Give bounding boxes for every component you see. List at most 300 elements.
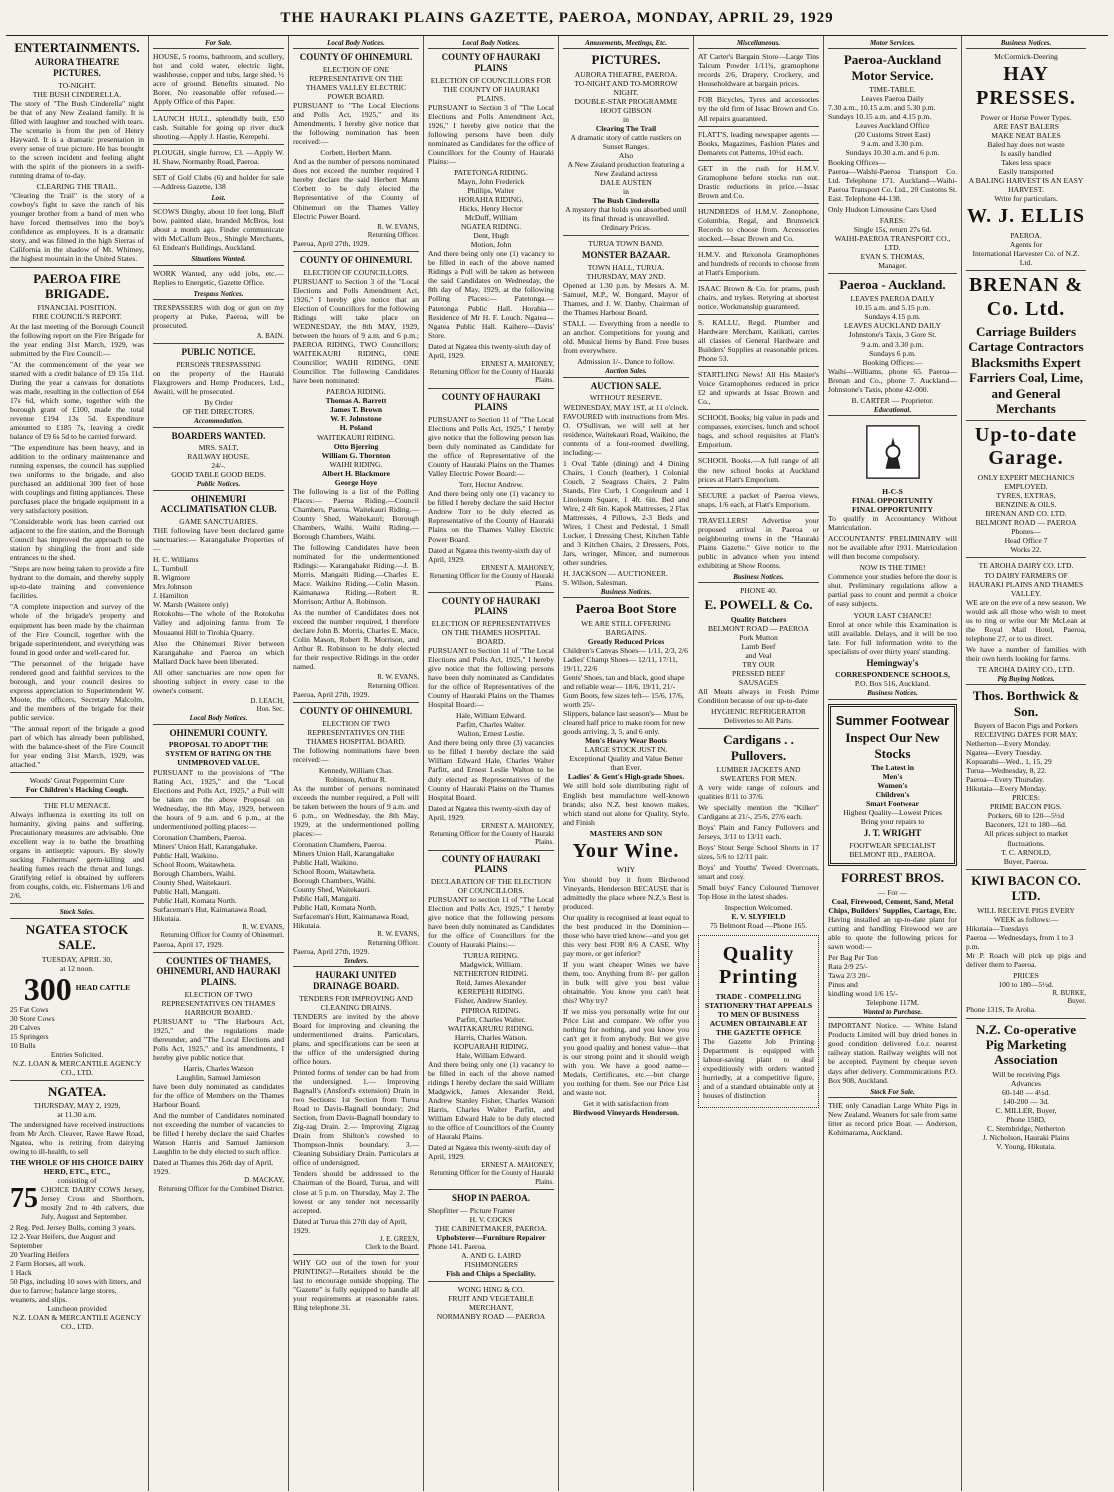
centered-text: Torr, Hector Andrew. [458, 480, 524, 490]
centered-text: ONLY EXPERT MECHANICS EMPLOYED. [977, 473, 1075, 492]
paragraph: PURSUANT to Section 11 of "The Local Elections and Polls Act, 1925," I hereby give notice that the following person has been duly nominated as Candidate for the office of Representative of the County of Hauraki Plains on the Thames Valley Electric Power Board:— [428, 415, 554, 479]
category-heading: Business Notices. [828, 688, 957, 699]
list-text: 2 Reg. Ped. Jersey Bulls, coming 3 years. 12 2-Year Heifers, due August and September 20 Yearling Heifers 2 Farm Horses, all work. 1 Hack 50 Pigs, including 10 sows with litters, and due to farrow; balance large stores, weaners, and slips. [10, 1222, 141, 1305]
divider [428, 1281, 554, 1282]
quality-printing-note: The Gazette Job Printing Department is equipped with labour-saving plant to deal expeditiously with orders wanted hurriedly, at a competitive figure, and of a standard obtainable only at houses of distinction [703, 1037, 814, 1101]
signature: ERNEST A. MAHONEY, Returning Officer for the County of Hauraki Plains. [429, 359, 554, 385]
paragraph: SCOWS Dinghy, about 10 feet long, Bluff bow, painted slate, branded McBros, lost about a month ago. Finder communicate with McCallum Bros., Shingle Merchants, 61 Endean's Buildings, Auckland. [153, 207, 284, 253]
centered-text: Power or Horse Power Types. [980, 112, 1072, 122]
list-text: Coronation Chambers, Paeroa. Miners' Union Hall, Karangahake. Public Hall, Waikino. School Room, Waitawheta. Borough Chambers, Waihi. County Shed, Waitekauri. Public Hall, Mangaiti. Public Hall, Komata North. Surfaceman's Hut, Kaimanawa Road, Hikutaia. [153, 832, 267, 924]
signature: ERNEST A. MAHONEY, Returning Officer for the County of Hauraki Plains. [429, 821, 554, 847]
text-line: Dated at Turua this 27th day of April, 1929. [293, 1216, 407, 1235]
column-3 [289, 36, 424, 1491]
signature: D. LEACH, Hon. Sec. [250, 696, 284, 714]
list-text: Per Bag Per Ton Rata 2/9 25/- Tawa 2/3 20/- Pinus and kindling wood 1/6 15/- [828, 952, 898, 998]
divider [10, 797, 144, 798]
centered-text: NOW IS THE TIME! [859, 563, 926, 573]
centered-text: Hicks, Henry Hector McDuff, William [459, 204, 523, 223]
section-heading: Paeroa - Auckland. [839, 276, 946, 292]
paragraph: Printed forms of tender can be had from the undersigned. 1.— Improving Bagnall's (Ansford's extension) Drain in two Sections: 1st Section from Turua Road to Davis-Bagnall boundary; 2nd Section, from Davis-Bagnall boundary to Zig-zag Drain. 2.— Improving Zigzag Drain from Shilton's cowshed to Thompson-Innis boundary. 3.— Cleaning Subsidiary Drain. Particulars at office of undersigned. [293, 1068, 419, 1168]
divider [698, 126, 819, 127]
divider [966, 420, 1086, 421]
centered-text: Reid, James Alexander [456, 978, 526, 988]
centered-text: Leaves Paeroa Daily [861, 94, 924, 104]
centered-text: DOUBLE-STAR PROGRAMME [574, 96, 678, 106]
centered-text: FIRE COUNCIL'S REPORT. [32, 312, 122, 322]
centered-text: WONG HING & CO. [457, 1284, 525, 1294]
section-heading: Thos. Borthwick & Son. [972, 688, 1080, 719]
centered-text: AURORA THEATRE, PAEROA. [574, 69, 678, 79]
paragraph: on the property of the Hauraki Flaxgrowers and Hemp Producers, Ltd., Awaiti, will be prosecuted. [153, 369, 284, 397]
centered-text: Otto Bjerring William G. Thornton [321, 441, 391, 460]
paragraph: TRAVELLERS! Advertise your proposed arrival in Paeroa or neighbouring towns in the "Hauraki Plains Gazette." Give notice to the public in advance when you intend exhibiting at Show Rooms. [698, 515, 819, 570]
paragraph: PURSUANT to the provisions of "The Rating Act, 1925," and the "Local Elections and Polls Act, 1925," a Poll will be taken on the above Proposal on Wednesday, the 8th May, 1929, between the hours of 9 a.m. and 6 p.m., at the undermentioned polling places:— [153, 767, 284, 831]
centered-text: A BALING HARVEST IS AN EASY HARVEST. [968, 176, 1084, 195]
signature: A. BAIN. [256, 332, 284, 341]
text-line: Dated at Ngatea this twenty-sixth day of April, 1929. [428, 1142, 551, 1161]
centered-text: ELECTION OF TWO REPRESENTATIVES ON THAMES HARBOUR BOARD. [161, 989, 276, 1017]
list-text: Hikutaia—Tuesdays Paeroa — Wednesdays, from 1 to 3 p.m. [966, 923, 1074, 951]
paragraph: ISAAC Brown & Co. for prams, push chairs, and trykes. Retyring at shortest notice. Workmanship guaranteed. [698, 283, 819, 312]
text-line: Paeroa, April 27th, 1929. [293, 239, 370, 249]
summer-footwear-lines: The Latest in Men's Women's Children's Smart Footwear [866, 763, 919, 809]
centered-text: CLEARING THE TRAIL. [36, 182, 118, 192]
centered-text: THURSDAY, MAY 2, 1929, [33, 1101, 121, 1111]
section-heading: COUNTY OF HAURAKI PLAINS [441, 595, 541, 617]
centered-text: NGATEA RIDING. [460, 222, 522, 232]
centered-text: B. CARTER — Proprietor. [851, 395, 934, 405]
centered-text: By Order [204, 398, 233, 408]
summer-footwear-note: Highest Quality—Lowest Prices [843, 808, 942, 818]
centered-text: TIME-TABLE. [869, 85, 916, 95]
centered-text: WEDNESDAY, MAY 1ST, at 11 o'clock. [563, 402, 689, 412]
list-text: 25 Fat Cows 30 Store Cows 20 Calves 15 Springers 10 Bulls [10, 1004, 55, 1050]
cows-description: CHOICE DAIRY COWS Jersey, Jersey Cross and Shorthorn, mostly 2nd to 4th calvers, due July, August and September. [41, 1184, 144, 1221]
centered-text: Booking Offices:— [862, 357, 923, 367]
centered-text: Quality Butchers [730, 614, 787, 624]
centered-text: MRS. SALT, [198, 443, 239, 453]
centered-text: TO-NIGHT. [58, 80, 96, 90]
cattle-label: HEAD CATTLE [75, 983, 131, 993]
paragraph: PLOUGH, single furrow, £3. —Apply W. H. Shaw, Normanby Road, Paeroa. [153, 147, 284, 166]
signature: R. W. EVANS, Returning Officer. [367, 673, 419, 690]
centered-text: The Bush Cinderella [592, 196, 660, 206]
paragraph: THE following have been declared game sanctuaries:— Karangahake Properties of— [153, 526, 284, 554]
paragraph: Only Hudson Limousine Cars Used [828, 204, 937, 214]
centered-text: FARES: Single 15s, return 27s 6d. [853, 215, 932, 234]
paragraph: PURSUANT to Section 3 of the "Local Elections and Polls Amendment Act, 1926," I hereby give notice that an Election of Councillors for the following Ridings will take place on WEDNESDAY, the 8th MAY, 1929, between the hours of 9 a.m. and 6 p.m.; PAEROA RIDING, TWO Councillors; WAITEKAURI RIDING, ONE Councillor; WAIHI RIDING, ONE Councillor. The following Candidates have been nominated: [293, 276, 419, 386]
divider [153, 343, 284, 344]
paragraph: TRESPASSERS with dog or gun on my property at Puke, Paeroa, will be prosecuted. [153, 302, 284, 330]
centered-text: Baled hay does not waste Is easily handled Takes less space Easily transported [987, 140, 1065, 177]
category-heading: Situations Wanted. [153, 254, 284, 265]
text-line: Dated at Ngatea this twenty-sixth day of April, 1929. [428, 341, 551, 360]
paragraph: And there being only one (1) vacancy to be filled in each of the above named ridings I hereby declare the said William Madgwick, James Alexander Reid, Andrew Stanley Fisher, Charles Watson Harris, Charles Walter Parfitt, and William Edward Hale to be duly elected to the office of Councillors of the County of Hauraki Plains. [428, 1059, 554, 1141]
centered-text: PAEROA RIDING. [326, 387, 386, 397]
paragraph: Enrol at once while this Examination is still available. Delays, and it will be too late. For full information write to the specialists of over thirty years' standing. [828, 619, 957, 656]
signature: R. W. EVANS, Returning Officer. [367, 222, 419, 239]
summer-footwear-title: Summer Footwear [835, 712, 950, 728]
signature: R. W. EVANS, Returning Officer for County of Ohinemuri. [160, 923, 284, 940]
centered-text: WAITAKARURU RIDING. [447, 1023, 535, 1033]
paragraph: PURSUANT to "The Local Elections and Polls Act, 1925," and its Amendments, I hereby give notice that the following nomination has been received:— [293, 101, 419, 147]
paragraph: "Steps are now being taken to provide a fire hydrant to the domain, and thereby supply up-to-date training and convenience facilities. [10, 564, 144, 601]
cattle-count: 300 [23, 970, 72, 1007]
centered-text: Corbett, Herbert Mann. [320, 148, 392, 158]
centered-text: TO DAIRY FARMERS OF HAURAKI PLAINS AND THAMES VALLEY. [968, 570, 1084, 598]
centered-text: Parfitt, Charles Walter. [456, 1014, 526, 1024]
paragraph: And there being only three (3) vacancies to be filled I hereby declare the said William Edward Hale, Charles Walter Parfitt, and Ernest Leslie Walton to be duly elected as Representatives of the County of Hauraki Plains on the Thames Hospital Board. [428, 738, 554, 802]
category-heading: Wanted to Purchase. [828, 1007, 957, 1018]
paragraph: S. KALLU, Regd. Plumber and Hardware Merchant, Katikati, carries all classes of General Hardware and Builders' Supplies at reasonable prices. Phone 53. [698, 318, 819, 364]
centered-text: PRICES: PRIME BACON PIGS. [990, 793, 1062, 812]
paragraph: "Considerable work has been carried out adjacent to the fire station, and the Borough Council has improved the approach to the station by shingling the front and side entrances to the shed. [10, 517, 144, 563]
divider [966, 270, 1086, 271]
centered-text: PIPIROA RIDING. [461, 1005, 521, 1015]
divider [698, 91, 819, 92]
centered-text: Deliveries to All Parts. [723, 716, 794, 725]
centered-text: Woods' Great Peppermint Cure [29, 776, 125, 785]
divider [698, 512, 819, 513]
paragraph: SET of Golf Clubs (6) and holder for sale—Address Gazette, 138 [153, 172, 284, 191]
paragraph: And as the number of persons nominated does not exceed the number required I hereby declare the said Herbert Mann Corbett to be duly elected the Representative of the County of Ohinemuri on the Thames Valley Electric Power Board. [293, 157, 419, 221]
hcs-emblem-icon [865, 423, 921, 481]
centered-text: THE CABINETMAKER, PAEROA. [434, 1223, 548, 1233]
divider [966, 557, 1086, 558]
paragraph: The story of "The Bush Cinderella" night be that of any New Zealand family. It is filled with laughter and touched with tears. The scenario is from the pen of Henry Hayward. It is a dramatic presentation in every sense of true picture. He has brought to the screen incident and feeling alight with the spirit of the pioneers in a swift-running drama of to-day. [10, 98, 144, 181]
divider [293, 702, 419, 703]
centered-text: Get it with satisfaction from [583, 1099, 669, 1109]
divider [153, 952, 284, 953]
category-heading: Stock Sales. [10, 907, 144, 918]
centered-text: ELECTION OF COUNCILLORS FOR THE COUNTY OF HAURAKI PLAINS. [430, 75, 552, 103]
centered-text: BELMONT ROAD — PAEROA [707, 623, 810, 633]
section-heading: COUNTY OF OHINEMURI. [299, 52, 413, 63]
paragraph: SCHOOL Books; big value in pads and compasses, exercises, lunch and school bags, and school requisites at Flatt's Emporium. [698, 413, 819, 450]
centered-text: C. Stembridge, Netherton J. Nicholson, Hauraki Plains V. Young, Hikutaia. [982, 1124, 1070, 1152]
centered-text: WE ARE STILL OFFERING BARGAINS. [581, 618, 671, 637]
centered-text: LARGE STOCK JUST IN. [584, 745, 668, 755]
centered-text: GOOD TABLE GOOD BEDS. [171, 470, 266, 480]
centered-text: WITHOUT RESERVE. [589, 393, 663, 403]
centered-text: Fish and Chips a Speciality. [446, 1268, 536, 1278]
paragraph: FOR Bicycles, Tyres and accessories try the old firm of Issac Brown and Co. All repairs guaranteed. [698, 95, 819, 123]
section-heading: COUNTY OF OHINEMURI. [299, 706, 413, 717]
list-text: H. C. Williams L. Turnbull R. Wigmore Mrs Johnson J. Hamilton W. Marsh (Waitere only) [153, 555, 229, 610]
section-heading: OHINEMURI ACCLIMATISATION CLUB. [160, 493, 277, 515]
paragraph: HUNDREDS of H.M.V. Zonophone, Columbia, Regal, and Brunswick Records to choose from. Accessories stocked.—Issac Brown and Co. [698, 206, 819, 243]
paragraph: PURSUANT to section 11 of "The Local Election and Polls Act, 1925," I hereby give notice that the following persons have been duly nominated as Candidates for the office of Councillors for the County of Hauraki Plains:— [428, 895, 554, 950]
centered-text: THE WHOLE OF HIS CHOICE DAIRY HERD, ETC., ETC., [10, 1157, 144, 1176]
centered-text: THURSDAY, MAY 2ND. [586, 272, 666, 282]
paragraph: Boys' and Youths' Tweed Overcoats, smart and cosy. [698, 863, 819, 882]
centered-text: LEAVES AUCKLAND DAILY Johnstone's Taxis, 3 Gore St. 9 a.m. and 3.30 p.m. Sundays 6 p.m. [844, 321, 941, 358]
centered-text: at 11.30 a.m. [57, 1110, 97, 1120]
centered-text: McCormick-Deering [994, 52, 1058, 62]
paragraph: STALL — Everything from a needle to an anchor. Competitions for young and old. Musical Items by Band. Free buses from everywhere. [563, 319, 689, 356]
centered-text: PRESSED BEEF SAUSAGES [732, 668, 785, 687]
centered-text: Entries Solicited. [50, 1049, 104, 1059]
centered-text: Clearing The Trail [595, 123, 657, 133]
centered-text: BELMONT ROAD — PAEROA [975, 518, 1077, 528]
paragraph: WE are on the eve of a new season. We would ask all those who wish to meet us to ring or write our Mr McLean at the Royal Mail Hotel, Paeroa, telephone 27, or to us direct. [966, 597, 1086, 643]
centered-text: WAITEKAURI RIDING. [316, 432, 396, 442]
centered-text: N.Z. LOAN & MERCANTILE AGENCY CO., LTD. [12, 1058, 142, 1077]
centered-text: Dent, Hugh Motion, John [470, 231, 512, 250]
centered-text: Harris, Charles Watson. [454, 1032, 528, 1042]
quality-printing-title: Quality Printing [718, 942, 799, 989]
centered-text: E. V. SLYFIELD [731, 912, 786, 922]
centered-text: RAILWAY HOUSE. [187, 452, 250, 462]
paragraph: As the number of Candidates does not exceed the number required, I therefore declare John B. Morris, Charles E. Mace, Colin Mason, Robert R. Morrison, and Arthur R. Robinson to be duly elected for their respective Ridings in the order named. [293, 608, 419, 672]
divider [698, 246, 819, 247]
centered-text: Porkers, 60 to 120—5½d Baconers, 121 to 180—6d. [985, 811, 1067, 830]
paragraph: Always influenza is exerting its toll on humanity, giving pains and suffering. Precautionary measures are advisable. One excellent way is to bathe the breathing organs in antiseptic vapours. By slowly sucking Fishermans' germ-killing and healing fumes reach the throat and lungs. Gratifying relief is obtained by sufferers from coughs, colds, etc. Fishermans 1/6 and 2/6. [10, 810, 144, 901]
section-heading: NGATEA. [48, 1083, 106, 1099]
paragraph: "The annual report of the brigade a good part of which has already been published, with the balance-sheet of the Fire Council for year ending 31st March, 1929, was attached." [10, 723, 144, 769]
centered-text: MASTERS AND SON [589, 828, 663, 838]
centered-text: PAEROA. [1010, 231, 1042, 241]
divider [153, 169, 284, 170]
divider [698, 366, 819, 367]
paragraph: SCHOOL Books.—A full range of all the new school books at Auckland prices at Flatt's Emporium. [698, 456, 819, 484]
centered-text: FINANCIAL POSITION. [37, 303, 117, 313]
section-heading: AURORA THEATRE PICTURES. [34, 57, 120, 79]
centered-text: THE BUSH CINDERELLA. [32, 89, 122, 99]
centered-text: OF THE DIRECTORS. [182, 407, 255, 417]
divider [698, 452, 819, 453]
paragraph: Small boys' Fancy Coloured Turnover Top Hose in the latest shades. [698, 883, 819, 902]
divider [563, 235, 689, 236]
text-line: Paeroa, April 17, 1929. [153, 939, 224, 949]
signature: R. BURKE, Buyer. [1052, 988, 1086, 1006]
divider [698, 409, 819, 410]
section-heading: COUNTY OF HAURAKI PLAINS [441, 853, 541, 875]
paragraph: Boys' Plain and Fancy Pullovers and Jerseys, 3/11 to 13/11 each. [698, 823, 819, 842]
paragraph: The following nominations have been received:— [293, 745, 419, 764]
centered-text: Birdwood Vineyards Henderson. [572, 1108, 680, 1118]
summer-footwear-note2: Bring your repairs to [860, 817, 925, 827]
paragraph: Having installed an up-to-date plant for cutting and handling Firewood we are able to quote the following prices for sawn wood:— [828, 914, 957, 951]
centered-text: Ladies' & Gent's High-grade Shoes. [567, 772, 685, 782]
text-line: Dated at Ngatea this twenty-sixth day of April, 1929. [428, 803, 551, 822]
paragraph: "At the commencement of the year we started with a credit balance of £9 15s 11d. During the year a canvass for donations was made, resulting in the collection of £64 17s 6d, which some, together with the borough grant of £100, made the total revenue £194 13s 5d. Expenditure amounted to £185 7s, leaving a credit balance of £9 6s 5d to be carried forward. [10, 359, 144, 441]
paragraph: And there being only one (1) vacancy to be filled I hereby declare the said Hector Andrew Torr to be duly elected as Representative of the County of Hauraki Plains on the Thames Valley Electric Power Board. [428, 489, 554, 544]
section-heading: AUCTION SALE. [590, 380, 662, 391]
centered-text: Thomas A. Barrett James T. Brown W. F. Johnstone H. Poland [325, 396, 387, 433]
category-heading: Educational. [828, 405, 957, 416]
column-heading: Motor Services. [828, 38, 957, 49]
centered-text: Admission 1/-. Dance to follow. [577, 357, 675, 367]
text-line: Paeroa, April 27th, 1929. [293, 947, 370, 957]
section-heading: N.Z. Co-operative Pig Marketing Association [975, 1021, 1076, 1068]
paragraph: Waihi—Williams, phone 65. Paeroa—Brenan and Co., phone 7. Auckland—Johnstone's Taxis, phone 42-000. [828, 366, 957, 394]
centered-text: A dramatic story of cattle rustlers on Sunset Ranges. [570, 133, 682, 152]
paragraph: SECURE a packet of Paeroa views, snaps, 1/6 each, at Flatt's Emporium. [698, 490, 819, 509]
paragraph: We have a number of families with their own herds looking for farms. [966, 644, 1086, 663]
text-line: Shopfitter — Picture Framer [428, 1205, 516, 1215]
centered-text: FRUIT AND VEGETABLE MERCHANT, [448, 1294, 534, 1313]
section-heading: W. J. ELLIS [966, 205, 1086, 228]
centered-text: PERSONS TRESPASSING [176, 360, 261, 370]
centered-text: THE FLU MENACE. [43, 801, 111, 811]
list-text: Netherton—Every Monday. Ngatea—Every Tuesday. Kopuarahi—Wed., 1, 15, 29 Turua—Wednesday, 8, 22. Paeroa—Every Thursday. Hikutaia—Every Monday. [966, 739, 1052, 794]
column-heading: For Sale. [153, 38, 284, 49]
divider [428, 592, 554, 593]
column-8 [962, 36, 1090, 1491]
section-heading: PAEROA FIRE BRIGADE. [33, 270, 121, 301]
divider [10, 267, 144, 268]
centered-text: Kennedy, William Chas. Robinson, Arthur R. [318, 765, 394, 784]
centered-text: WHY [616, 865, 636, 875]
section-heading: KIWI BACON CO. LTD. [971, 872, 1081, 904]
paragraph: We still hold sole distributing right of English best manufacture well-known brands; also N.Z. best known makes, which stand out alone for Quality, Style, and Finish [563, 781, 689, 827]
centered-text: TO-NIGHT AND TO-MORROW NIGHT. [574, 78, 678, 97]
paragraph: A very wide range of colours and qualities 8/11 to 37/6. [698, 783, 819, 802]
cows-count: 75 [10, 1182, 38, 1214]
centered-text: TOWN HALL, TURUA. [587, 263, 665, 273]
column-heading: Business Notices. [966, 38, 1086, 49]
paragraph: And there being only one (1) vacancy to be filled in each of the above named Ridings a Poll will be taken as between the said Candidates on Wednesday, the 8th day of May, 1929, at the following Polling Places:— Patetonga.— Patetonga Public Hall. Horahia—Residence of Mr H. F. Louch. Ngatea—Ngatea Public Hall. Kaihere—Davis' Store. [428, 249, 554, 340]
section-heading: Cardigans . . Pullovers. [723, 732, 794, 763]
quality-printing-slogan: TRADE - COMPELLING STATIONERY THAT APPEALS TO MEN OF BUSINESS ACUMEN OBTAINABLE AT THE GAZETTE OFFICE [704, 992, 813, 1038]
centered-text: Phones— Head Office 7 Works 22. [1004, 527, 1048, 555]
centered-text: PATETONGA RIDING. [454, 168, 528, 178]
paragraph: Commence your studies before the door is shut. Preliminary regulations allow a partial pass to count and permit a choice of easy subjects. [828, 572, 957, 609]
divider [293, 251, 419, 252]
paragraph: H.M.V. and Rexonola Gramophones and hundreds of records to choose from at Flatt's Emporium. [698, 249, 819, 277]
centered-text: For Children's Hacking Cough. [25, 785, 129, 795]
centered-text: TURUA RIDING. [462, 951, 520, 961]
section-heading: ENTERTAINMENTS. [14, 40, 140, 55]
section-heading: BRENAN & Co. Ltd. [968, 274, 1084, 320]
paragraph: have been duly nominated as candidates for the office of Members on the Thames Harbour Board. [153, 1082, 284, 1110]
divider [966, 869, 1086, 870]
centered-text: Hale, William Edward. [456, 1050, 526, 1060]
paragraph: Tenders should be addressed to the Chairman of the Board, Turua, and will close at 5 p.m. on Thursday, May 2. The lowest or any tender not necessarily accepted. [293, 1169, 419, 1215]
divider [828, 273, 957, 274]
section-heading: BOARDERS WANTED. [171, 430, 266, 441]
paragraph: The following is a list of the Polling Places:— Paeroa Riding.—Council Chambers, Paeroa. Waitekauri Riding.— County Shed, Waitekauri; Borough Chambers, Waihi. Waihi Riding.—Borough Chambers, Waihi. [293, 486, 419, 541]
centered-text: Will be receiving Pigs [992, 1069, 1060, 1079]
centered-text: Harris, Charles Watson Laughlin, Samuel Jamieson [176, 1064, 261, 1083]
section-heading: Hemingway's [866, 657, 919, 668]
column-5 [559, 36, 694, 1491]
text-line: H. JACKSON — AUCTIONEER. S. Wilson, Salesman. [563, 569, 668, 588]
list-text: Coronation Chambers, Paeroa. Miners Union Hall, Karangahake Public Hall, Waikino. School Room, Waitawheta. Borough Chambers, Waihi. County Shed, Waitekauri. Public Hall, Mangaiti. Public Hall, Komata North. Surfaceman's Hutt, Kaimanawa Road, Hikutaia. [293, 840, 409, 931]
centered-text: 75 Belmont Road —Phone 165. [709, 921, 808, 931]
text-line: Phone 131S, Te Aroha. [966, 1005, 1036, 1015]
category-heading: Tenders. [293, 956, 419, 967]
cattle-headline [10, 970, 144, 1007]
section-heading: Carriage Builders Cartage Contractors Blacksmiths Expert Farriers Coal, Lime, and General Merchants [968, 323, 1084, 417]
centered-text: TENDERS FOR IMPROVING AND CLEANING DRAINS. [299, 993, 413, 1012]
centered-text: KEREPEHI RIDING. [457, 987, 525, 997]
divider [698, 487, 819, 488]
paragraph: GET in the rush for H.M.V. Gramophone before stocks run out. Drastic reductions in price.—Issac Brown and Co. [698, 163, 819, 200]
divider [428, 850, 554, 851]
paragraph: 1 Oval Table (dining) and 4 Dining Chairs, 1 Couch (leather), 1 Colonial Couch, 2 Seagrass Chairs, 2 Palm Stands, Fire Curb, 1 Congoleum and 1 Linoleum Square, 1 4ft. 6in. Bed and Wire, 2 4ft 6in. Kapok Mattresses, 2 Flax Mattresses, 4 Pillows, 2-3 Beds and Wires, 1 Chest and Pedestal, 1 Small Locker, 1 Dressing Chest, Kitchen Table and 3 Kitchen Chairs, 2 Dressers, Pots, Jars, wringer, Mincer, and numerous other sundries. [563, 458, 689, 568]
paragraph: ACCOUNTANTS' PRELIMINARY will not be available after 1931. Matriculation will then become compulsory. [828, 534, 957, 562]
paragraph: Boys' Stout Serge School Shorts in 17 sizes, 5/6 to 12/11 pair. [698, 843, 819, 862]
centered-text: Upholsterer—Furniture Repairer [436, 1232, 546, 1242]
centered-text: LEAVES PAEROA DAILY 10.15 a.m. and 5.15 p.m. Sundays 4.15 p.m. [850, 294, 935, 322]
column-heading: Local Body Notices. [293, 38, 419, 49]
divider [698, 314, 819, 315]
centered-text: in [623, 114, 629, 124]
section-heading: HAURAKI UNITED DRAINAGE BOARD. [312, 970, 399, 992]
paragraph: HOUSE, 5 rooms, bathroom, and scullery, hot and cold water, electric light, washhouse, copper and tubs, large shed, ½ acre of ground. Benefits situated. No Borer. No reasonable offer refused.—Apply Office of this Paper. [153, 52, 284, 107]
paragraph: FAVOURED with instructions from Mrs. O. O'Sullivan, we will sell at her residence, Waitekauri Road, Waikino, the contents of a four-roomed dwelling, including:— [563, 411, 689, 457]
paragraph: "The personnel of the brigade have rendered good and faithful services to the borough, and your council desires to express appreciation to Superintendent W. Moote, the officers, Secretary Malcolm, and the members of the brigade for their public service. [10, 658, 144, 722]
signature: J. E. GREEN, Clerk to the Board. [365, 1234, 419, 1251]
paragraph: AT Carter's Bargain Store—Large Tins Talcum Powder 1/11¾, gramophone records 2/6, Drapery, Crockery, and Householdware at bargain prices. [698, 52, 819, 89]
divider [698, 160, 819, 161]
centered-text: Pork Mutton Lamb Beef and Veal [739, 632, 778, 660]
centered-text: A mystery that holds you absorbed until its final thread is unravelled. [565, 205, 687, 224]
section-heading: Paeroa-Auckland Motor Service. [843, 52, 942, 83]
paragraph: To qualify in Accountancy Without Matriculation. [828, 514, 957, 533]
section-heading: PUBLIC NOTICE. [181, 347, 256, 358]
paragraph: "A complete inspection and survey of the whole of the brigade's property and equipment has been made by the chairman of the Fire Council, together with the brigade superintendent, and everything was found in good order and well-cared for. [10, 602, 144, 657]
centered-text: GAME SANCTUARIES. [179, 517, 258, 527]
centered-text: RECEIVING DATES FOR MAY. [974, 730, 1078, 740]
divider [428, 1189, 554, 1190]
text-line: Phone 141. Paeroa. [428, 1241, 487, 1251]
centered-text: PHONE 40. [740, 586, 777, 596]
paragraph: "The expenditure has been heavy, and in addition to the ordinary maintenance and running expenses, the council has supplied two uniforms to the brigade, and also purchased an additional 300 feet of hose with couplings and fitting appliances. These purchases place the brigade equipment in a very satisfactory position. [10, 442, 144, 516]
centered-text: TUESDAY, APRIL 30, [41, 954, 113, 964]
divider [10, 1080, 144, 1081]
paragraph: PURSUANT to Section 11 of "The Local Elections and Polls Act, 1925," I hereby give notice that the following persons have been duly nominated as Candidates for the office of Representatives of the County of Hauraki Plains on the Thames Hospital Board:— [428, 646, 554, 710]
section-heading: COUNTY OF HAURAKI PLAINS [441, 391, 541, 413]
centered-text: Exceptional Quality and Value Better than Ever. [569, 754, 683, 773]
summer-footwear-subtitle: Inspect Our New Stocks [845, 730, 940, 761]
category-heading: Stock For Sale. [828, 1087, 957, 1098]
divider [966, 1018, 1086, 1019]
paragraph: As the number of persons nominated exceeds the number required, a Poll will be taken between the hours of 9 a.m. and 6 p.m., on Wednesday, the 8th May, 1929, at the undermentioned polling places:— [293, 783, 419, 839]
paragraph: WHY GO out of the town for your PRINTING?—Retailers should be the last to encourage outside shopping. The "Gazette" is fully equipped to handle all your requirements at reasonable rates. Ring telephone 31. [293, 1258, 419, 1313]
centered-text: PRICES 100 to 180—5½d. [998, 970, 1054, 989]
section-heading: MONSTER BAZAAR. [581, 250, 670, 261]
quality-printing-ad [698, 935, 819, 1109]
centered-text: — For — [877, 887, 908, 897]
divider [698, 728, 819, 729]
centered-text: All prices subject to market fluctuations. [984, 829, 1068, 848]
summer-footwear-address: FOOTWEAR SPECIALIST BELMONT RD., PAEROA. [849, 841, 936, 860]
centered-text: CORRESPONDENCE SCHOOLS, [835, 670, 950, 680]
centered-text: TE AROHA DAIRY CO. LTD. [978, 561, 1074, 571]
section-heading: SHOP IN PAEROA. [451, 1193, 531, 1204]
centered-text: TRY OUR [742, 659, 775, 669]
centered-text: at 12 noon. [60, 963, 94, 973]
section-heading: HAY PRESSES. [976, 63, 1076, 110]
centered-text: Telephone 117M. [865, 997, 920, 1007]
cows-item [10, 1182, 144, 1221]
paragraph: TENDERS are invited by the above Board for improving and cleaning the undermentioned drains. Particulars, plans, and specifications can be seen at the office of the undersigned during office hours. [293, 1011, 419, 1067]
centered-text: Write for particulars. [994, 194, 1058, 204]
text-line: Paeroa, April 27th, 1929. [293, 689, 370, 699]
centered-text: BRENAN AND CO. LTD. [985, 509, 1067, 519]
paragraph: Opened at 1.30 p.m. by Messrs A. M. Samuel, M.P., W. Bongard, Mayor of Thames, and J. W. Danby, Chairman of the Thames Harbour Board. [563, 281, 689, 318]
paragraph: And the number of Candidates nominated not exceeding the number of vacancies to be filled I hereby declare the said Charles Watson Harris and Samuel Jamieson Laughlin to be duly elected to such office. [153, 1111, 284, 1157]
text-line: Dated at Ngatea this twenty-sixth day of April, 1929. [428, 545, 551, 564]
text-line: Booking Offices— [828, 157, 886, 167]
centered-text: YOUR LAST CHANCE! [853, 610, 932, 620]
summer-footwear-name: J. T. WRIGHT [863, 828, 922, 839]
paragraph: Mr P. Roach will pick up pigs and deliver them to Paeroa. [966, 950, 1086, 969]
centered-text: Also [618, 151, 634, 161]
